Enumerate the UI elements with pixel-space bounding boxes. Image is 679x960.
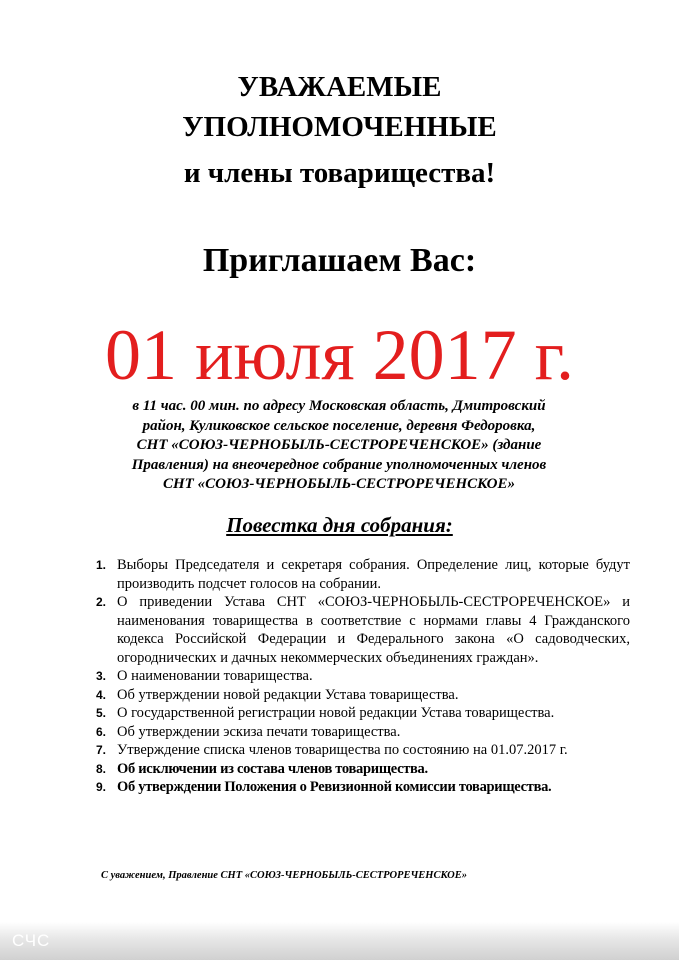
agenda-item xyxy=(96,778,630,797)
agenda-item-text: О приведении Устава СНТ «СОЮЗ-ЧЕРНОБЫЛЬ-СЕСТРОРЕЧЕНСКОЕ» и наименования товарищества в соответствие с нормами главы 4 Гражданского кодекса Российской Федерации и Федерального закона «О садоводческих, огороднических и дачных некоммерческих объединениях граждан». xyxy=(117,594,630,666)
venue-line-4: Правления) на внеочередное собрание уполномоченных членов xyxy=(131,456,547,473)
venue-line-5: СНТ «СОЮЗ-ЧЕРНОБЫЛЬ-СЕСТРОРЕЧЕНСКОЕ» xyxy=(163,476,515,492)
agenda-item-text: Об утверждении новой редакции Устава товарищества. xyxy=(117,686,459,703)
agenda-item-text: Об утверждении Положения о Ревизионной комиссии товарищества. xyxy=(117,779,552,795)
agenda-item-number: 4. xyxy=(96,687,107,702)
agenda-item-number: 2. xyxy=(96,595,107,609)
venue-line-2: район, Куликовское сельское поселение, деревня Федоровка, xyxy=(142,417,536,434)
agenda-item-number: 8. xyxy=(96,761,107,776)
agenda-item xyxy=(96,667,630,686)
agenda-item-number: 7. xyxy=(96,743,107,757)
venue-details xyxy=(100,397,578,495)
agenda-item xyxy=(96,686,630,705)
agenda-item-text: О наименовании товарищества. xyxy=(117,668,313,684)
agenda-item-number: 5. xyxy=(96,706,107,720)
agenda-item-text: Об исключении из состава членов товарищества. xyxy=(117,760,428,777)
agenda-title: Повестка дня собрания: xyxy=(226,513,453,537)
agenda-item xyxy=(96,593,630,667)
agenda-item-text: О государственной регистрации новой редакции Устава товарищества. xyxy=(117,705,555,721)
agenda-item-text: Об утверждении эскиза печати товарищества. xyxy=(117,723,401,740)
heading-line-2: УПОЛНОМОЧЕННЫЕ xyxy=(182,111,497,143)
heading-line-1: УВАЖАЕМЫЕ xyxy=(237,71,442,103)
meeting-date: 01 июля 2017 г. xyxy=(105,315,574,395)
footer-bar xyxy=(0,922,679,960)
agenda-item-number: 1. xyxy=(96,558,107,572)
heading-line-3: и члены товарищества! xyxy=(183,157,496,189)
agenda-item xyxy=(96,723,630,742)
agenda-item xyxy=(96,741,630,760)
agenda-item xyxy=(96,760,630,779)
invitation-heading: Приглашаем Вас: xyxy=(202,242,477,279)
signature-line: С уважением, Правление СНТ «СОЮЗ-ЧЕРНОБЫЛЬ-СЕСТРОРЕЧЕНСКОЕ» xyxy=(101,870,467,881)
agenda-item-text: Выборы Председателя и секретаря собрания. Определение лиц, которые будут производить подсчет голосов на собрании. xyxy=(117,557,630,592)
agenda-item-number: 3. xyxy=(96,669,107,683)
agenda-item xyxy=(96,704,630,723)
venue-line-3: СНТ «СОЮЗ-ЧЕРНОБЫЛЬ-СЕСТРОРЕЧЕНСКОЕ» (здание xyxy=(136,437,542,453)
venue-line-1: в 11 час. 00 мин. по адресу Московская область, Дмитровский xyxy=(132,398,546,414)
agenda-item xyxy=(96,556,630,593)
agenda-item-number: 6. xyxy=(96,724,107,739)
agenda-item-text: Утверждение списка членов товарищества по состоянию на 01.07.2017 г. xyxy=(117,742,568,758)
watermark-logo: СЧС xyxy=(12,931,51,950)
agenda-item-number: 9. xyxy=(96,780,107,794)
agenda-list xyxy=(96,556,630,797)
